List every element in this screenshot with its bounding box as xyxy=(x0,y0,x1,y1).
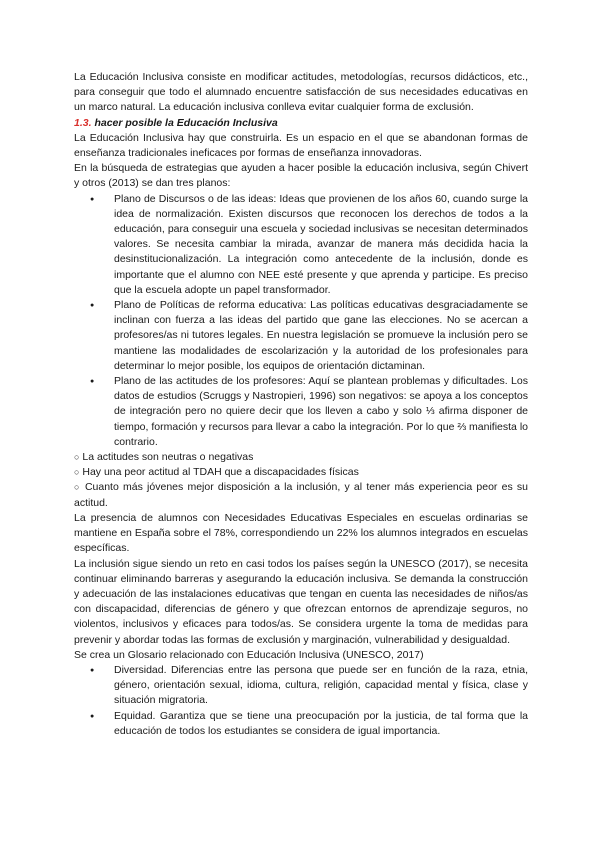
circle-bullet-icon: ○ xyxy=(74,482,81,493)
list-item-plano-discursos: ● Plano de Discursos o de las ideas: Ideas que provienen de los años 60, cuando surge la idea de normalización. Existen discursos que reconocen los derechos de todos a la educación, para conseguir una escuela y sociedad inclusivas se necesitan determinados valores. Se necesita cambiar la mirada, avanzar de manera más decidida hacia la desinstitucionalización. La integración como antecedente de la inclusión, donde es importante que el alumno con NEE esté presente y que aprenda y participe. Es preciso que la escuela adopte un papel transformador. xyxy=(74,192,528,298)
circle-item xyxy=(74,465,528,480)
glosario-list xyxy=(74,663,528,739)
paragraph-planos-intro: En la búsqueda de estrategias que ayuden a hacer posible la educación inclusiva, según Chivert y otros (2013) se dan tres planos: xyxy=(74,162,528,190)
circle-item xyxy=(74,480,528,510)
intro-paragraph: La Educación Inclusiva consiste en modificar actitudes, metodologías, recursos didácticos, etc., para conseguir que todo el alumnado encuentre satisfacción de sus necesidades educativas en un marco natural. La educación inclusiva conlleva evitar cualquier forma de exclusión. xyxy=(74,71,528,114)
list-item-diversidad: ● Diversidad. Diferencias entre las persona que puede ser en función de la raza, etnia, género, orientación sexual, idioma, cultura, religión, capacidad mental y física, clase y situación migratoria. xyxy=(74,663,528,709)
circle-item-text: La actitudes son neutras o negativas xyxy=(82,451,254,464)
paragraph-presencia: La presencia de alumnos con Necesidades Educativas Especiales en escuelas ordinarias se mantiene en España sobre el 78%, correspondiendo un 22% los alumnos integrados en escuelas específicas. xyxy=(74,511,528,555)
circle-item-text: Hay una peor actitud al TDAH que a discapacidades físicas xyxy=(82,466,359,479)
paragraph-glosario-intro: Se crea un Glosario relacionado con Educación Inclusiva (UNESCO, 2017) xyxy=(74,648,424,661)
section-number: 1.3. xyxy=(74,116,92,129)
planos-list xyxy=(74,192,528,450)
section-title: hacer posible la Educación Inclusiva xyxy=(94,116,278,129)
paragraph-construir: La Educación Inclusiva hay que construirla. Es un espacio en el que se abandonan formas de enseñanza tradicionales ineficaces por formas de enseñanza innovadoras. xyxy=(74,131,528,160)
circle-bullet-icon: ○ xyxy=(74,452,80,463)
paragraph-unesco: La inclusión sigue siendo un reto en casi todos los países según la UNESCO (2017), se necesita continuar eliminando barreras y asegurando la educación inclusiva. Se demanda la construcción y adecuación de las instalaciones educativas que tengan en cuenta las necesidades de niños/as con discapacidad, diferencias de género y que ofrezcan entornos de aprendizaje seguros, no violentos, inclusivos y eficaces para todos/as. Se considera urgente la toma de medidas para prevenir y abordar todas las formas de exclusión y marginación, vulnerabilidad y desigualdad. xyxy=(74,557,528,646)
section-heading xyxy=(74,116,528,131)
circle-bullet-icon: ○ xyxy=(74,467,80,478)
list-item-plano-actitudes: ● Plano de las actitudes de los profesores: Aquí se plantean problemas y dificultades. Los datos de estudios (Scruggs y Nastropieri, 1996) son negativos: se apoya a los conceptos de integración pero no quiere decir que los lleven a cabo y solo ⅓ afirma disponer de tiempo, formación y recursos para llevar a cabo la integración. Por lo que ⅔ manifiesta lo contrario. xyxy=(74,374,528,450)
list-item-plano-politicas: ● Plano de Políticas de reforma educativa: Las políticas educativas desgraciadamente se inclinan con fuerza a las ideas del partido que gane las elecciones. No se acercan a profesores/as ni tutores legales. En nuestra legislación se promueve la inclusión pero se mantiene las modalidades de escolarización y la autoridad de los profesionales para determinar lo mejor posible, los equipos de orientación dictaminan. xyxy=(74,298,528,374)
list-item-equidad: ● Equidad. Garantiza que se tiene una preocupación por la justicia, de tal forma que la educación de todos los estudiantes se considera de igual importancia. xyxy=(74,709,528,739)
circle-item-text: Cuanto más jóvenes mejor disposición a la inclusión, y al tener más experiencia peor es su actitud. xyxy=(74,481,529,509)
circle-item xyxy=(74,450,528,465)
